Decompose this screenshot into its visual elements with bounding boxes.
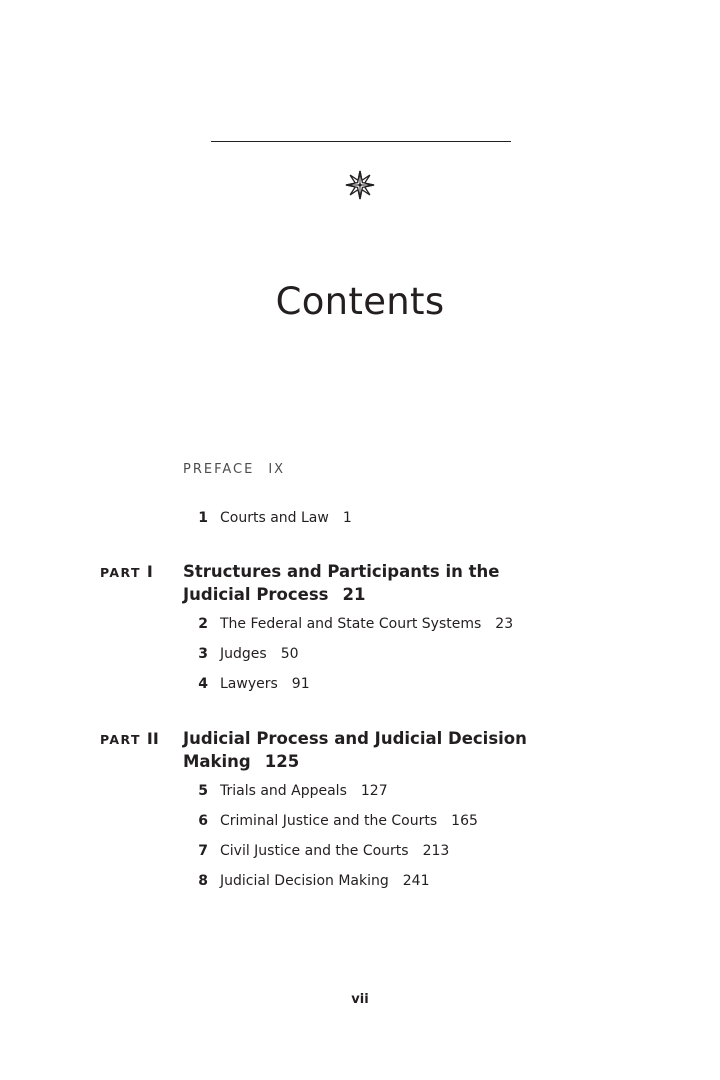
chapter-number: 1 — [198, 510, 208, 526]
chapter-page-number: 241 — [402, 873, 430, 889]
toc-entry-chapter-1[interactable] — [183, 508, 603, 528]
chapter-title: Trials and Appeals — [220, 783, 347, 799]
chapter-title: Criminal Justice and the Courts — [220, 813, 438, 829]
chapter-page-number: 165 — [451, 813, 478, 829]
chapter-number: 4 — [198, 676, 208, 692]
chapter-number: 3 — [198, 646, 208, 662]
page-title: Contents — [275, 280, 445, 323]
page-folio: vii — [351, 992, 369, 1007]
chapter-title: Civil Justice and the Courts — [220, 843, 409, 859]
toc-entry-preface[interactable] — [183, 460, 285, 480]
toc-entry-chapter-3[interactable] — [183, 644, 603, 664]
part-numeral: II — [146, 729, 159, 748]
toc-entry-chapter-5[interactable] — [183, 781, 603, 801]
toc-entry-chapter-6[interactable] — [183, 811, 603, 831]
chapter-number: 2 — [198, 616, 208, 632]
chapter-title: Judicial Decision Making — [220, 873, 389, 889]
toc-entry-part-1[interactable] — [183, 560, 558, 606]
chapter-title: Courts and Law — [220, 510, 329, 526]
toc-entry-chapter-7[interactable] — [183, 841, 603, 861]
part-title-text: Judicial Process and Judicial Decision Making — [183, 729, 527, 771]
chapter-number: 5 — [198, 783, 208, 799]
chapter-title: Lawyers — [220, 676, 278, 692]
chapter-page-number: 213 — [422, 843, 450, 859]
toc-entry-chapter-2[interactable] — [183, 614, 603, 634]
preface-label: PREFACE — [183, 462, 255, 477]
part-2-label — [100, 728, 159, 751]
chapter-page-number: 1 — [342, 510, 352, 526]
part-page-number: 125 — [264, 752, 300, 771]
preface-page-number: IX — [268, 462, 286, 477]
toc-entry-chapter-8[interactable] — [183, 871, 603, 891]
part-page-number: 21 — [342, 585, 366, 604]
chapter-page-number: 23 — [495, 616, 514, 632]
chapter-title: Judges — [220, 646, 267, 662]
chapter-page-number: 50 — [280, 646, 299, 662]
chapter-number: 7 — [198, 843, 208, 859]
part-word: PART — [100, 565, 141, 580]
part-word: PART — [100, 732, 141, 747]
chapter-page-number: 127 — [360, 783, 388, 799]
header-rule — [211, 141, 511, 142]
chapter-number: 8 — [198, 873, 208, 889]
chapter-number: 6 — [198, 813, 208, 829]
chapter-page-number: 91 — [291, 676, 310, 692]
part-numeral: I — [146, 562, 153, 581]
chapter-title: The Federal and State Court Systems — [220, 616, 482, 632]
compass-star-icon — [345, 170, 375, 200]
part-title-text: Structures and Participants in the Judicial Process — [183, 562, 500, 604]
toc-entry-chapter-4[interactable] — [183, 674, 603, 694]
part-1-label — [100, 561, 153, 584]
toc-entry-part-2[interactable] — [183, 727, 558, 773]
